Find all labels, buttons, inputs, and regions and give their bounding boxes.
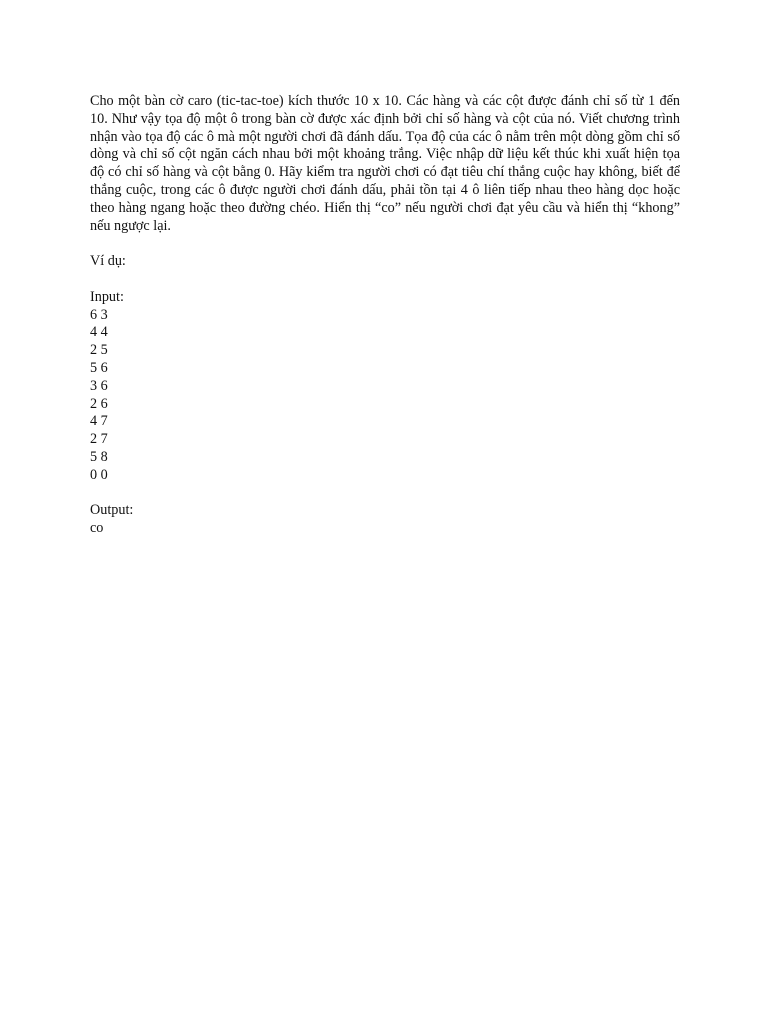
input-line: 5 6 xyxy=(90,359,108,376)
input-line: 2 7 xyxy=(90,431,108,448)
output-value: co xyxy=(90,520,104,537)
input-line: 2 5 xyxy=(90,342,108,359)
problem-statement: Cho một bàn cờ caro (tic-tac-toe) kích thước 10 x 10. Các hàng và các cột được đánh chỉ số từ 1 đến 10. Như vậy tọa độ một ô trong bàn cờ được xác định bởi chỉ số hàng và cột của nó. Viết chương trình nhận vào tọa độ các ô mà một người chơi đã đánh dấu. Tọa độ của các ô nằm trên một dòng gồm chỉ số dòng và chỉ số cột ngăn cách nhau bởi một khoảng trắng. Việc nhập dữ liệu kết thúc khi xuất hiện tọa độ có chỉ số hàng và cột bằng 0. Hãy kiểm tra người chơi có đạt tiêu chí thắng cuộc hay không, biết để thắng cuộc, trong các ô được người chơi đánh dấu, phải tồn tại 4 ô liên tiếp nhau theo hàng dọc hoặc theo hàng ngang hoặc theo đường chéo. Hiển thị “co” nếu người chơi đạt yêu cầu và hiển thị “khong” nếu ngược lại. xyxy=(90,93,680,234)
document-page xyxy=(90,93,680,538)
input-line: 2 6 xyxy=(90,395,108,412)
output-label: Output: xyxy=(90,502,134,519)
spacer xyxy=(90,271,680,289)
spacer xyxy=(90,235,680,253)
input-line: 3 6 xyxy=(90,377,108,394)
input-label: Input: xyxy=(90,288,124,305)
input-line: 4 7 xyxy=(90,413,108,430)
example-label: Ví dụ: xyxy=(90,253,126,270)
input-line: 5 8 xyxy=(90,448,108,465)
input-line: 0 0 xyxy=(90,466,108,483)
input-line: 6 3 xyxy=(90,306,108,323)
spacer xyxy=(90,485,680,503)
input-line: 4 4 xyxy=(90,324,108,341)
